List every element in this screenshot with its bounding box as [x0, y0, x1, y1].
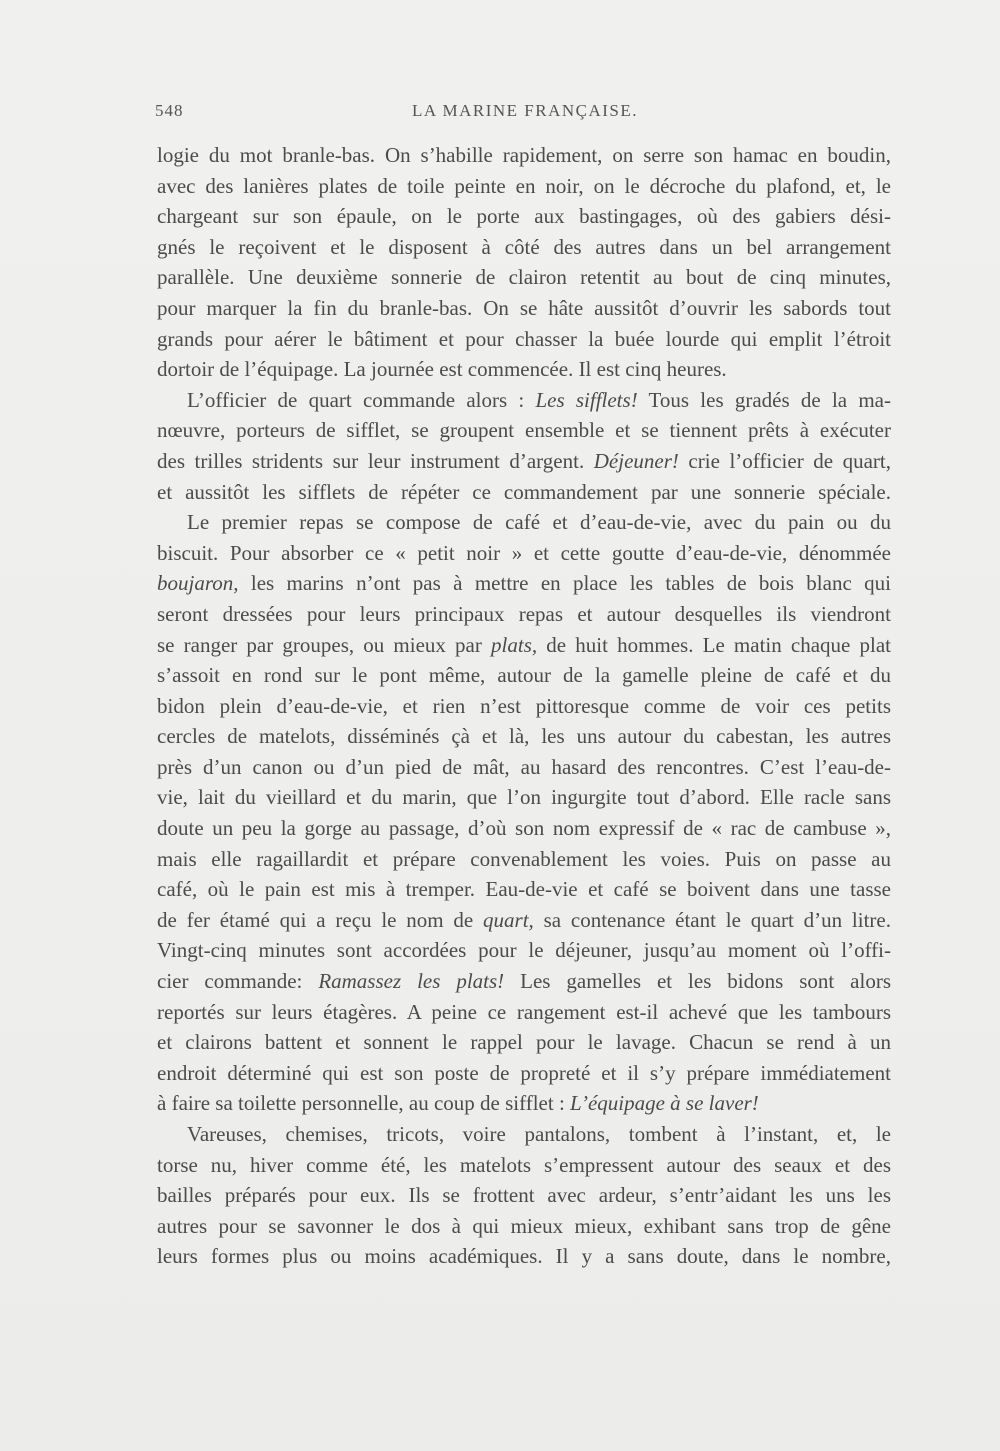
line-segment: crie l’officier de quart, [678, 448, 891, 473]
line-segment: de fer étamé qui a reçu le nom de [157, 907, 484, 932]
text-line: dortoir de l’équipage. La journée est commencée. Il est cinq heures. [157, 357, 727, 382]
italic-phrase: quart, [483, 907, 534, 932]
text-line: bailles préparés pour eux. Ils se frottent avec ardeur, s’entr’aidant les uns les [157, 1183, 891, 1208]
line-segment: des trilles stridents sur leur instrument d’argent. [157, 448, 594, 473]
text-line [157, 1088, 891, 1119]
italic-phrase: plats, [491, 632, 538, 657]
text-line: autres pour se savonner le dos à qui mieux mieux, exhibant sans trop de gêne [157, 1213, 891, 1238]
text-line: s’assoit en rond sur le pont même, autour de la gamelle pleine de café et du [157, 663, 891, 688]
text-line: près d’un canon ou d’un pied de mât, au hasard des rencontres. C’est l’eau-de- [157, 754, 891, 779]
line-segment: à faire sa toilette personnelle, au coup de sifflet : [157, 1091, 571, 1116]
text-line: Le premier repas se compose de café et d’eau-de-vie, avec du pain ou du [187, 510, 891, 535]
body-text [157, 140, 891, 1272]
line-segment: les marins n’ont pas à mettre en place les tables de bois blanc qui [238, 571, 891, 596]
text-line: Vingt-cinq minutes sont accordées pour le déjeuner, jusqu’au moment où l’offi- [157, 938, 891, 963]
text-line: et aussitôt les sifflets de répéter ce commandement par une sonnerie spéciale. [157, 479, 891, 504]
text-line: grands pour aérer le bâtiment et pour chasser la buée lourde qui emplit l’étroit [157, 326, 891, 351]
line-segment: de huit hommes. Le matin chaque plat [537, 632, 891, 657]
line-segment: Tous les gradés de la ma- [637, 387, 891, 412]
text-line: seront dressées pour leurs principaux repas et autour desquelles ils viendront [157, 601, 891, 626]
text-line: torse nu, hiver comme été, les matelots s’empressent autour des seaux et des [157, 1152, 891, 1177]
page-number: 548 [155, 101, 184, 120]
text-line [157, 905, 891, 936]
running-title: LA MARINE FRANÇAISE. [412, 101, 638, 120]
line-segment: se ranger par groupes, ou mieux par [157, 632, 492, 657]
text-line: pour marquer la fin du branle-bas. On se hâte aussitôt d’ouvrir les sabords tout [157, 295, 891, 320]
text-line [157, 966, 891, 997]
text-line: vie, lait du vieillard et du marin, que l’on ingurgite tout d’abord. Elle racle sans [157, 785, 891, 810]
text-line: endroit déterminé qui est son poste de propreté et il s’y prépare immédiatement [157, 1060, 891, 1085]
italic-phrase: Déjeuner! [593, 448, 679, 473]
text-line [157, 568, 891, 599]
text-line: Vareuses, chemises, tricots, voire pantalons, tombent à l’instant, et, le [187, 1122, 891, 1146]
text-line: mais elle ragaillardit et prépare convenablement les voies. Puis on passe au [157, 846, 891, 871]
text-line: chargeant sur son épaule, on le porte aux bastingages, où des gabiers dési- [157, 204, 891, 229]
text-line: gnés le reçoivent et le disposent à côté des autres dans un bel arrangement [157, 234, 891, 259]
text-line: avec des lanières plates de toile peinte en noir, on le décroche du plafond, et, le [157, 173, 891, 198]
text-line [157, 630, 891, 661]
text-line: café, où le pain est mis à tremper. Eau-de-vie et café se boivent dans une tasse [157, 877, 891, 902]
text-line: et clairons battent et sonnent le rappel pour le lavage. Chacun se rend à un [157, 1030, 891, 1055]
line-segment: cier commande: [157, 969, 319, 994]
line-segment: Les gamelles et les bidons sont alors [504, 969, 892, 994]
text-line: nœuvre, porteurs de sifflet, se groupent ensemble et se tiennent prêts à exécuter [157, 418, 891, 443]
text-line: doute un peu la gorge au passage, d’où son nom expressif de « rac de cambuse », [157, 816, 891, 841]
text-line: logie du mot branle-bas. On s’habille rapidement, on serre son hamac en boudin, [157, 143, 891, 167]
text-line [157, 385, 891, 416]
line-segment: sa contenance étant le quart d’un litre. [533, 907, 891, 932]
text-line: cercles de matelots, disséminés çà et là, les uns autour du cabestan, les autres [157, 724, 891, 749]
text-line [157, 446, 891, 477]
line-segment: L’officier de quart commande alors : [187, 387, 536, 412]
italic-phrase: Ramassez les plats! [318, 969, 505, 994]
text-line: reportés sur leurs étagères. A peine ce rangement est-il achevé que les tambours [157, 999, 891, 1024]
text-line: leurs formes plus ou moins académiques. Il y a sans doute, dans le nombre, [157, 1244, 891, 1269]
text-line: biscuit. Pour absorber ce « petit noir » et cette goutte d’eau-de-vie, dénommée [157, 540, 891, 565]
text-line: bidon plein d’eau-de-vie, et rien n’est pittoresque comme de voir ces petits [157, 693, 891, 718]
italic-phrase: Les sifflets! [535, 387, 638, 412]
italic-phrase: boujaron, [157, 571, 239, 596]
running-head [155, 101, 895, 127]
text-line: parallèle. Une deuxième sonnerie de clairon retentit au bout de cinq minutes, [157, 265, 891, 290]
italic-phrase: L’équipage à se laver! [570, 1091, 759, 1116]
